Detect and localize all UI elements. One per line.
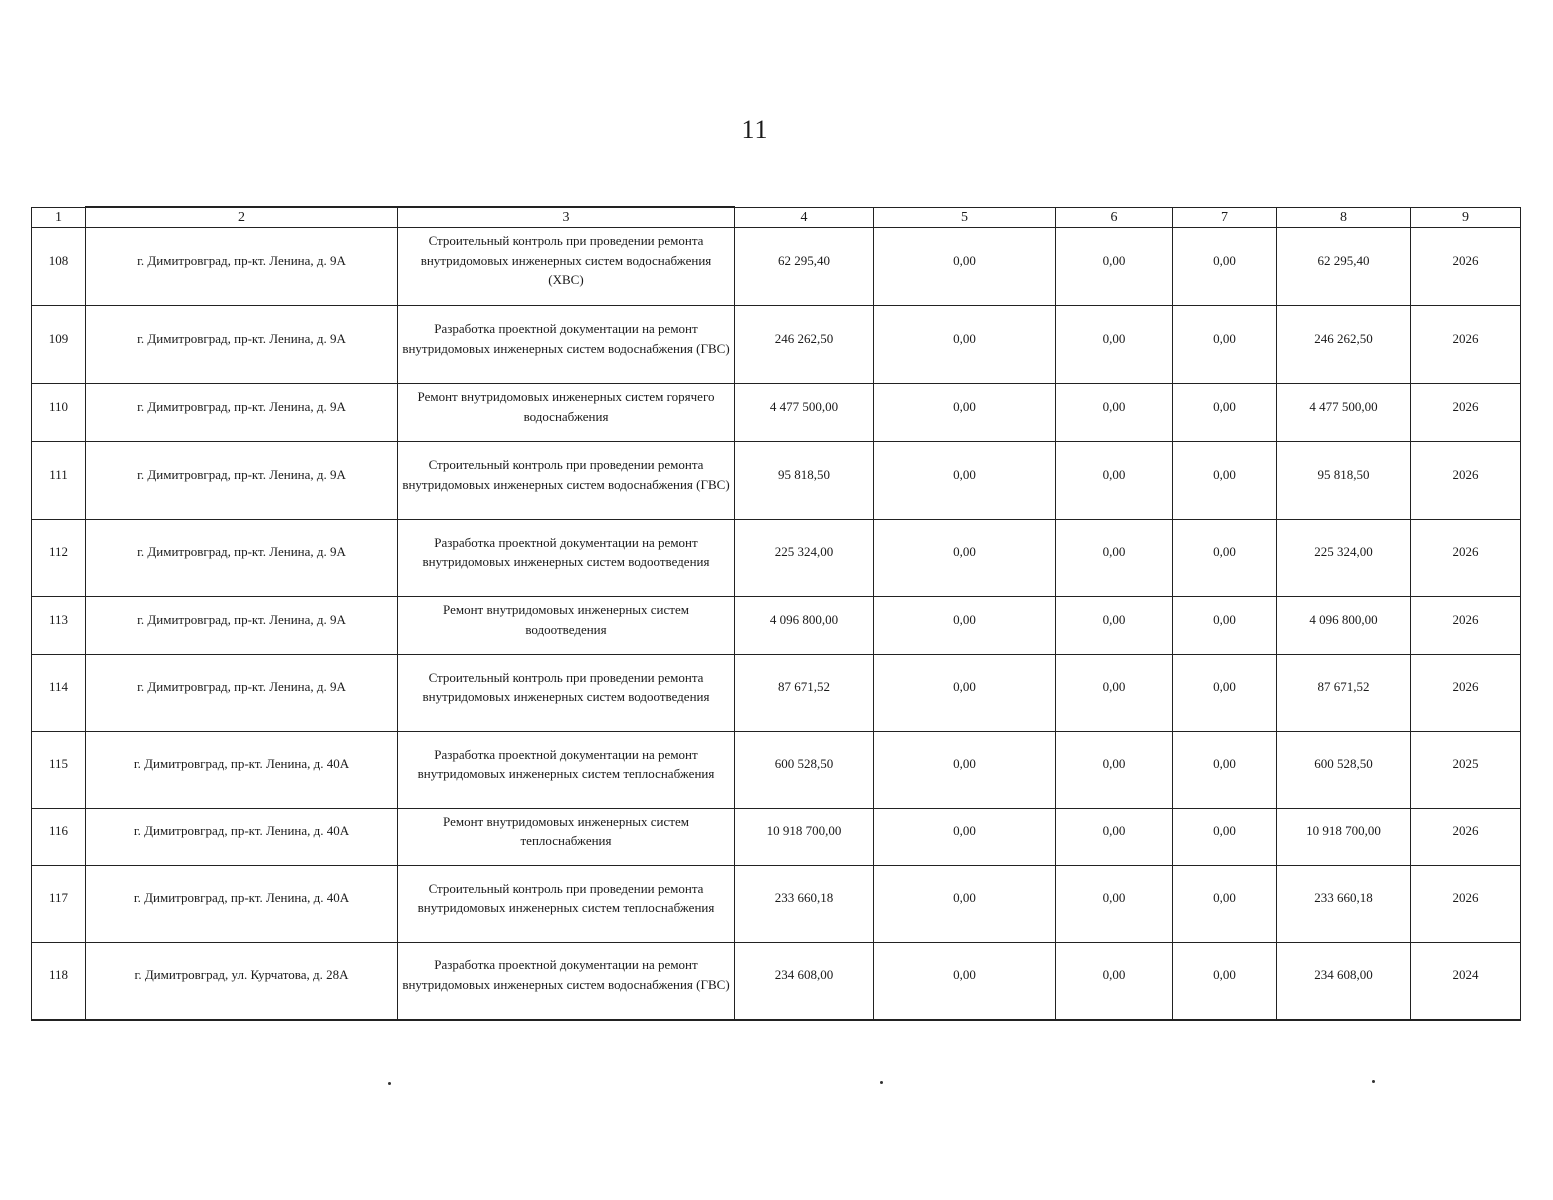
work-type-cell: Строительный контроль при проведении ремонта внутридомовых инженерных систем водоотведения — [398, 655, 735, 732]
col5-value-cell: 0,00 — [874, 943, 1056, 1020]
work-type-cell: Разработка проектной документации на ремонт внутридомовых инженерных систем теплоснабжения — [398, 732, 735, 809]
address-cell: г. Димитровград, пр-кт. Ленина, д. 40А — [86, 809, 398, 866]
col7-value-cell: 0,00 — [1173, 866, 1277, 943]
col6-value-cell: 0,00 — [1056, 384, 1173, 442]
col6-value-cell: 0,00 — [1056, 943, 1173, 1020]
row-number-cell: 110 — [32, 384, 86, 442]
row-number-cell: 111 — [32, 442, 86, 520]
address-cell: г. Димитровград, пр-кт. Ленина, д. 9А — [86, 306, 398, 384]
col5-value-cell: 0,00 — [874, 732, 1056, 809]
col6-value-cell: 0,00 — [1056, 732, 1173, 809]
address-cell: г. Димитровград, пр-кт. Ленина, д. 9А — [86, 655, 398, 732]
work-type-cell: Строительный контроль при проведении ремонта внутридомовых инженерных систем водоснабжения (ГВС) — [398, 442, 735, 520]
scan-speck — [880, 1081, 883, 1084]
total-cost-cell: 95 818,50 — [735, 442, 874, 520]
row-number-cell: 117 — [32, 866, 86, 943]
col5-value-cell: 0,00 — [874, 597, 1056, 655]
header-col-4: 4 — [735, 207, 874, 228]
work-type-cell: Разработка проектной документации на ремонт внутридомовых инженерных систем водоотведения — [398, 520, 735, 597]
year-cell: 2026 — [1411, 442, 1521, 520]
work-type-cell: Разработка проектной документации на ремонт внутридомовых инженерных систем водоснабжения (ГВС) — [398, 943, 735, 1020]
col6-value-cell: 0,00 — [1056, 442, 1173, 520]
col8-value-cell: 600 528,50 — [1277, 732, 1411, 809]
work-type-cell: Строительный контроль при проведении ремонта внутридомовых инженерных систем водоснабжения (ХВС) — [398, 228, 735, 306]
col7-value-cell: 0,00 — [1173, 384, 1277, 442]
work-type-cell: Ремонт внутридомовых инженерных систем водоотведения — [398, 597, 735, 655]
col7-value-cell: 0,00 — [1173, 597, 1277, 655]
address-cell: г. Димитровград, ул. Курчатова, д. 28А — [86, 943, 398, 1020]
row-number-cell: 116 — [32, 809, 86, 866]
table-row — [32, 943, 1521, 1020]
row-number-cell: 114 — [32, 655, 86, 732]
address-cell: г. Димитровград, пр-кт. Ленина, д. 40А — [86, 732, 398, 809]
table-row — [32, 442, 1521, 520]
total-cost-cell: 4 096 800,00 — [735, 597, 874, 655]
header-col-6: 6 — [1056, 207, 1173, 228]
row-number-cell: 113 — [32, 597, 86, 655]
col7-value-cell: 0,00 — [1173, 809, 1277, 866]
col5-value-cell: 0,00 — [874, 809, 1056, 866]
header-col-5: 5 — [874, 207, 1056, 228]
col6-value-cell: 0,00 — [1056, 809, 1173, 866]
total-cost-cell: 233 660,18 — [735, 866, 874, 943]
scan-speck — [1372, 1080, 1375, 1083]
work-type-cell: Строительный контроль при проведении ремонта внутридомовых инженерных систем теплоснабжения — [398, 866, 735, 943]
work-type-cell: Разработка проектной документации на ремонт внутридомовых инженерных систем водоснабжения (ГВС) — [398, 306, 735, 384]
table-row — [32, 809, 1521, 866]
address-cell: г. Димитровград, пр-кт. Ленина, д. 9А — [86, 442, 398, 520]
header-col-9: 9 — [1411, 207, 1521, 228]
address-cell: г. Димитровград, пр-кт. Ленина, д. 9А — [86, 597, 398, 655]
table-row — [32, 384, 1521, 442]
col8-value-cell: 234 608,00 — [1277, 943, 1411, 1020]
col8-value-cell: 10 918 700,00 — [1277, 809, 1411, 866]
row-number-cell: 112 — [32, 520, 86, 597]
col8-value-cell: 233 660,18 — [1277, 866, 1411, 943]
year-cell: 2026 — [1411, 306, 1521, 384]
address-cell: г. Димитровград, пр-кт. Ленина, д. 9А — [86, 228, 398, 306]
total-cost-cell: 225 324,00 — [735, 520, 874, 597]
total-cost-cell: 10 918 700,00 — [735, 809, 874, 866]
total-cost-cell: 62 295,40 — [735, 228, 874, 306]
year-cell: 2026 — [1411, 520, 1521, 597]
col8-value-cell: 95 818,50 — [1277, 442, 1411, 520]
scan-speck — [388, 1082, 391, 1085]
total-cost-cell: 234 608,00 — [735, 943, 874, 1020]
year-cell: 2024 — [1411, 943, 1521, 1020]
col5-value-cell: 0,00 — [874, 442, 1056, 520]
col5-value-cell: 0,00 — [874, 655, 1056, 732]
row-number-cell: 118 — [32, 943, 86, 1020]
year-cell: 2026 — [1411, 384, 1521, 442]
table-body — [32, 228, 1521, 1020]
col6-value-cell: 0,00 — [1056, 597, 1173, 655]
col8-value-cell: 246 262,50 — [1277, 306, 1411, 384]
year-cell: 2026 — [1411, 655, 1521, 732]
row-number-cell: 109 — [32, 306, 86, 384]
row-number-cell: 115 — [32, 732, 86, 809]
table-row — [32, 228, 1521, 306]
total-cost-cell: 87 671,52 — [735, 655, 874, 732]
year-cell: 2026 — [1411, 597, 1521, 655]
col5-value-cell: 0,00 — [874, 866, 1056, 943]
total-cost-cell: 600 528,50 — [735, 732, 874, 809]
col8-value-cell: 4 096 800,00 — [1277, 597, 1411, 655]
table-row — [32, 520, 1521, 597]
table-row — [32, 306, 1521, 384]
year-cell: 2026 — [1411, 228, 1521, 306]
year-cell: 2026 — [1411, 809, 1521, 866]
col8-value-cell: 87 671,52 — [1277, 655, 1411, 732]
header-row — [32, 207, 1521, 228]
header-col-3: 3 — [398, 207, 735, 228]
address-cell: г. Димитровград, пр-кт. Ленина, д. 9А — [86, 520, 398, 597]
work-type-cell: Ремонт внутридомовых инженерных систем горячего водоснабжения — [398, 384, 735, 442]
col5-value-cell: 0,00 — [874, 228, 1056, 306]
col6-value-cell: 0,00 — [1056, 228, 1173, 306]
col7-value-cell: 0,00 — [1173, 943, 1277, 1020]
total-cost-cell: 4 477 500,00 — [735, 384, 874, 442]
address-cell: г. Димитровград, пр-кт. Ленина, д. 40А — [86, 866, 398, 943]
col6-value-cell: 0,00 — [1056, 306, 1173, 384]
table-row — [32, 655, 1521, 732]
header-col-7: 7 — [1173, 207, 1277, 228]
col7-value-cell: 0,00 — [1173, 520, 1277, 597]
col8-value-cell: 225 324,00 — [1277, 520, 1411, 597]
col7-value-cell: 0,00 — [1173, 732, 1277, 809]
col8-value-cell: 4 477 500,00 — [1277, 384, 1411, 442]
col8-value-cell: 62 295,40 — [1277, 228, 1411, 306]
col7-value-cell: 0,00 — [1173, 228, 1277, 306]
work-type-cell: Ремонт внутридомовых инженерных систем теплоснабжения — [398, 809, 735, 866]
col5-value-cell: 0,00 — [874, 520, 1056, 597]
table-row — [32, 732, 1521, 809]
address-cell: г. Димитровград, пр-кт. Ленина, д. 9А — [86, 384, 398, 442]
col6-value-cell: 0,00 — [1056, 866, 1173, 943]
page-number: 11 — [741, 115, 769, 144]
col6-value-cell: 0,00 — [1056, 520, 1173, 597]
col5-value-cell: 0,00 — [874, 384, 1056, 442]
col7-value-cell: 0,00 — [1173, 442, 1277, 520]
year-cell: 2025 — [1411, 732, 1521, 809]
col7-value-cell: 0,00 — [1173, 306, 1277, 384]
year-cell: 2026 — [1411, 866, 1521, 943]
header-col-8: 8 — [1277, 207, 1411, 228]
table-row — [32, 866, 1521, 943]
table-header — [32, 207, 1521, 228]
row-number-cell: 108 — [32, 228, 86, 306]
col5-value-cell: 0,00 — [874, 306, 1056, 384]
total-cost-cell: 246 262,50 — [735, 306, 874, 384]
header-col-1: 1 — [32, 207, 86, 228]
col7-value-cell: 0,00 — [1173, 655, 1277, 732]
col6-value-cell: 0,00 — [1056, 655, 1173, 732]
repair-schedule-table — [31, 206, 1521, 1021]
header-col-2: 2 — [86, 207, 398, 228]
table-row — [32, 597, 1521, 655]
